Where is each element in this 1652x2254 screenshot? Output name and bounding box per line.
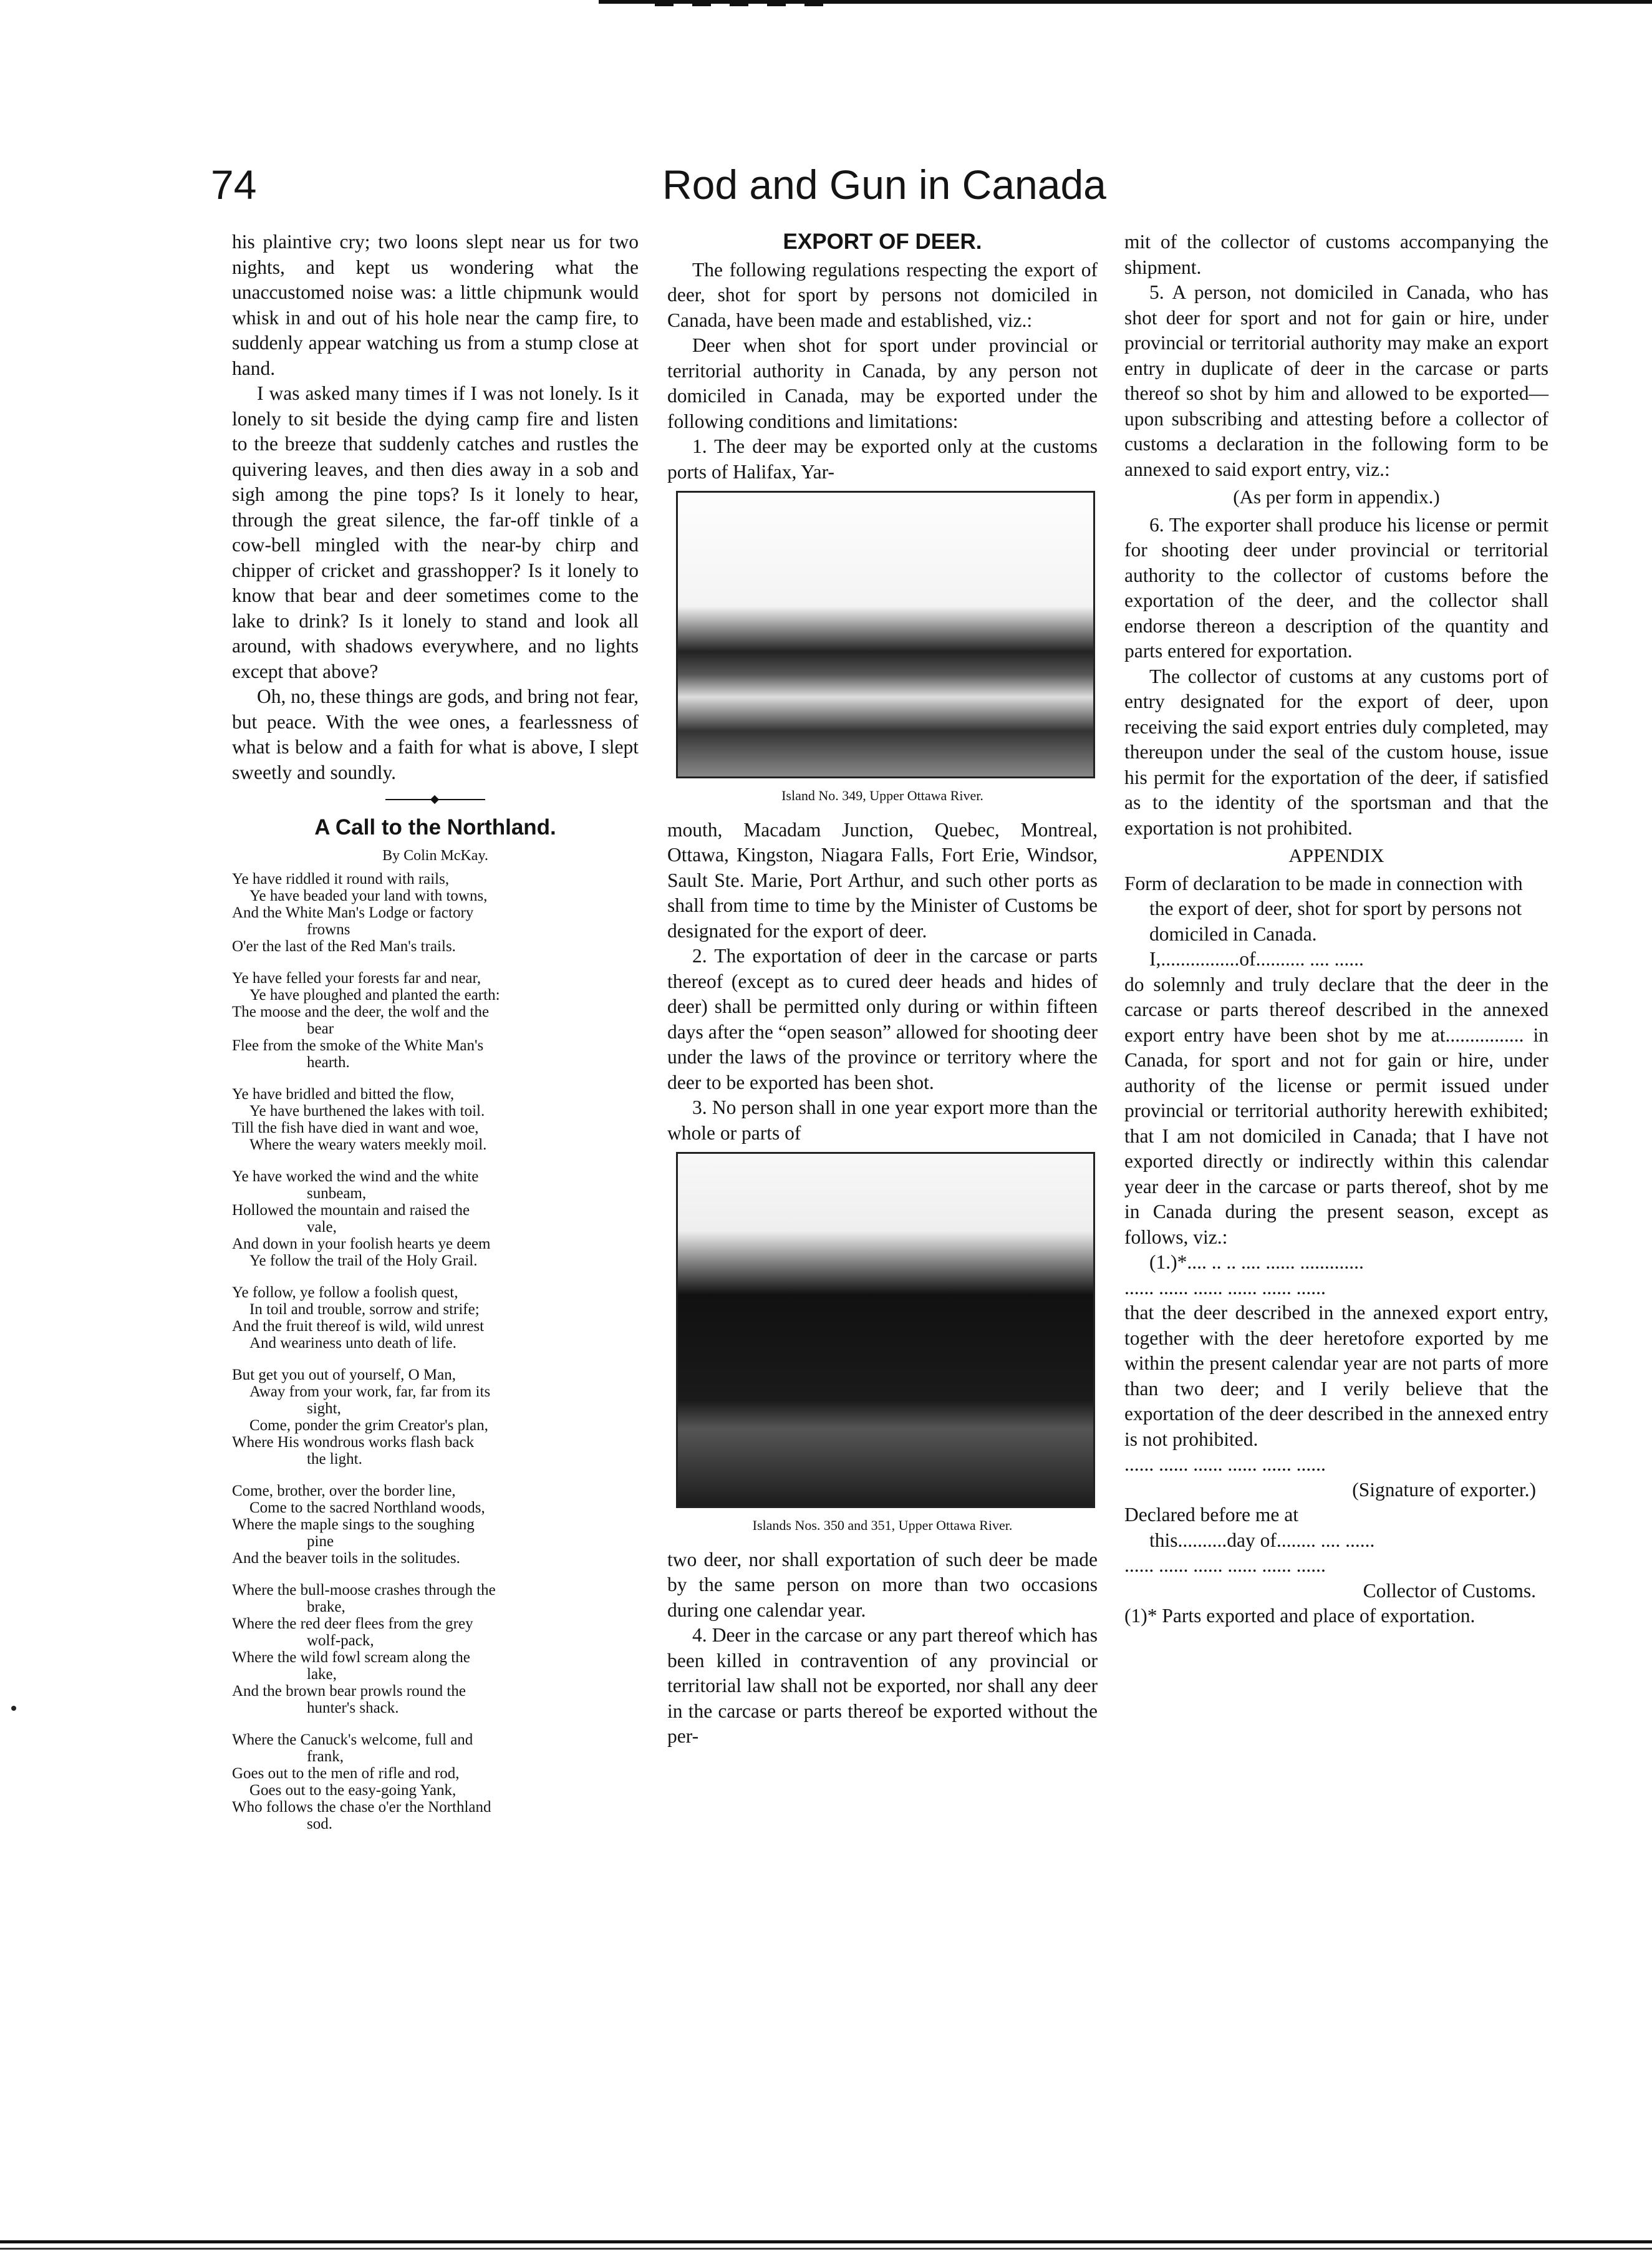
poem-line: Ye follow, ye follow a foolish quest, bbox=[232, 1284, 458, 1301]
form-line: ...... ...... ...... ...... ...... ...... bbox=[1124, 1453, 1326, 1475]
poem-line: pine bbox=[307, 1533, 334, 1550]
poem-line: Hollowed the mountain and raised the bbox=[232, 1202, 470, 1219]
poem-line: Ye follow the trail of the Holy Grail. bbox=[249, 1252, 478, 1269]
poem-line: Ye have worked the wind and the white bbox=[232, 1168, 479, 1185]
poem-title: A Call to the Northland. bbox=[314, 815, 556, 839]
photo-island-349 bbox=[676, 491, 1095, 778]
form-line: this..........day of........ .... ...... bbox=[1149, 1529, 1375, 1551]
poem-line: frowns bbox=[307, 921, 350, 938]
paragraph: I was asked many times if I was not lonely. Is it lonely to sit beside the dying camp fire and listen to the breeze that suddenly catches and rustles the quivering leaves, and then dies away in a sob and sigh among the pine tops? Is it lonely to hear, through the great silence, the far-off tinkle of a cow-bell mingled with the near-by chirp and chipper of cricket and grasshopper? Is it lonely to know that bear and deer sometimes come to the lake to drink? Is it lonely to stand and look all around, with shadows everywhere, and no lights except that above? bbox=[232, 382, 639, 682]
form-line: Declared before me at bbox=[1124, 1504, 1298, 1526]
page-number: 74 bbox=[211, 162, 257, 208]
poem-stanza bbox=[232, 1086, 639, 1153]
form-intro: Form of declaration to be made in connection with the export of deer, shot for sport by persons not domiciled in Canada. bbox=[1124, 872, 1523, 945]
poem-line: And weariness unto death of life. bbox=[249, 1335, 456, 1352]
poem-line: vale, bbox=[307, 1219, 337, 1236]
bottom-border-rule bbox=[0, 2248, 1652, 2250]
poem-line: the light. bbox=[307, 1451, 362, 1468]
poem-line: sight, bbox=[307, 1400, 341, 1417]
poem-line: The moose and the deer, the wolf and the bbox=[232, 1004, 490, 1020]
column-2 bbox=[667, 230, 1098, 1749]
photo-caption: Island No. 349, Upper Ottawa River. bbox=[781, 788, 983, 803]
poem-line: And the White Man's Lodge or factory bbox=[232, 904, 474, 921]
photo-caption: Islands Nos. 350 and 351, Upper Ottawa River. bbox=[752, 1517, 1013, 1533]
poem-line: sunbeam, bbox=[307, 1185, 367, 1202]
poem-line: Ye have ploughed and planted the earth: bbox=[249, 987, 500, 1004]
poem-line: Who follows the chase o'er the Northland bbox=[232, 1799, 491, 1816]
poem-line: Come to the sacred Northland woods, bbox=[249, 1499, 485, 1516]
form-line: ...... ...... ...... ...... ...... ...... bbox=[1124, 1276, 1326, 1299]
collector-label: Collector of Customs. bbox=[1363, 1579, 1536, 1602]
form-body: that the deer described in the annexed export entry, together with the deer heretofore exported by me within the present calendar year are not parts of more than two deer; and I verily believe that the exportation of the deer described in the annexed entry is not prohibited. bbox=[1124, 1302, 1548, 1450]
poem-line: In toil and trouble, sorrow and strife; bbox=[249, 1301, 480, 1318]
form-line: ...... ...... ...... ...... ...... ...... bbox=[1124, 1554, 1326, 1576]
poem-line: And the brown bear prowls round the bbox=[232, 1683, 466, 1700]
appendix-title: APPENDIX bbox=[1288, 844, 1384, 866]
photo-islands-350-351 bbox=[676, 1152, 1095, 1508]
regulation-item-5: 5. A person, not domiciled in Canada, who has shot deer for sport and not for gain or hire, under provincial or territorial authority may make an export entry in duplicate of deer in the carcase or parts thereof so shot by him and allowed to be exported—upon subscribing and attesting before a collector of customs a declaration in the following form to be annexed to said export entry, viz.: bbox=[1124, 281, 1548, 480]
poem-byline: By Colin McKay. bbox=[382, 847, 488, 864]
poem-stanza bbox=[232, 1582, 639, 1716]
poem-line: Flee from the smoke of the White Man's bbox=[232, 1037, 484, 1054]
poem-line: Away from your work, far, far from its bbox=[249, 1383, 491, 1400]
running-title: Rod and Gun in Canada bbox=[662, 162, 1106, 208]
poem-line: Ye have riddled it round with rails, bbox=[232, 871, 450, 888]
poem-stanza bbox=[232, 1366, 639, 1468]
top-border-marks bbox=[655, 0, 842, 6]
poem-stanza bbox=[232, 1731, 639, 1832]
paragraph: The following regulations respecting the export of deer, shot for sport by persons not domiciled in Canada, have been made and established, viz.: bbox=[667, 258, 1098, 331]
section-divider bbox=[385, 799, 485, 800]
poem-line: Goes out to the men of rifle and rod, bbox=[232, 1765, 460, 1782]
poem-line: lake, bbox=[307, 1666, 337, 1683]
poem-line: Goes out to the easy-going Yank, bbox=[249, 1782, 456, 1799]
poem-line: brake, bbox=[307, 1599, 345, 1615]
poem-line: Ye have burthened the lakes with toil. bbox=[249, 1103, 485, 1120]
regulation-item-3: 3. No person shall in one year export more than the whole or parts of bbox=[667, 1096, 1098, 1144]
poem-line: sod. bbox=[307, 1816, 332, 1832]
paragraph: Deer when shot for sport under provincial or territorial authority in Canada, by any person not domiciled in Canada, may be exported under the following conditions and limitations: bbox=[667, 334, 1098, 432]
poem-line: frank, bbox=[307, 1748, 344, 1765]
paragraph: Oh, no, these things are gods, and bring not fear, but peace. With the wee ones, a fearlessness of what is below and a faith for what is above, I slept sweetly and soundly. bbox=[232, 685, 639, 783]
signature-label: (Signature of exporter.) bbox=[1352, 1478, 1536, 1501]
regulation-item-4: 4. Deer in the carcase or any part thereof which has been killed in contravention of any provincial or territorial law shall not be exported, nor shall any deer in the carcase or parts thereof be exported without the per- bbox=[667, 1624, 1098, 1747]
poem-line: And down in your foolish hearts ye deem bbox=[232, 1236, 491, 1252]
poem-line: wolf-pack, bbox=[307, 1632, 374, 1649]
footnote: (1)* Parts exported and place of exportation. bbox=[1124, 1605, 1476, 1627]
paragraph: mouth, Macadam Junction, Quebec, Montreal, Ottawa, Kingston, Niagara Falls, Fort Erie, Windsor, Sault Ste. Marie, Port Arthur, and such other ports as shall from time to time by the Minister of Customs be designated for the export of deer. bbox=[667, 818, 1098, 942]
regulation-item-1: 1. The deer may be exported only at the customs ports of Halifax, Yar- bbox=[667, 435, 1098, 483]
poem-line: Where the wild fowl scream along the bbox=[232, 1649, 470, 1666]
poem-line: hearth. bbox=[307, 1054, 350, 1071]
poem-stanza bbox=[232, 970, 639, 1071]
paragraph: his plaintive cry; two loons slept near us for two nights, and kept us wondering what the unaccustomed noise was: a little chipmunk would whisk in and out of his hole near the camp fire, to suddenly appear watching us from a stump close at hand. bbox=[232, 231, 639, 379]
as-per-note: (As per form in appendix.) bbox=[1233, 486, 1440, 508]
poem-line: Where the Canuck's welcome, full and bbox=[232, 1731, 473, 1748]
form-body: do solemnly and truly declare that the deer in the carcase or parts thereof described in the annexed export entry have been shot by me at................ in Canada, for sport and not for gain or hire, under authority of the license or permit issued under provincial or territorial authority herewith exhibited; that I am not domiciled in Canada; that I have not exported directly or indirectly within this calendar year deer in the carcase or parts thereof, shot by me in Canada during the present season, except as follows, viz.: bbox=[1124, 973, 1548, 1248]
poem-line: Ye have beaded your land with towns, bbox=[249, 888, 488, 904]
poem-line: And the fruit thereof is wild, wild unrest bbox=[232, 1318, 485, 1335]
poem-line: Where His wondrous works flash back bbox=[232, 1434, 475, 1451]
bottom-border-rule bbox=[0, 2240, 1652, 2243]
poem-line: O'er the last of the Red Man's trails. bbox=[232, 938, 456, 955]
article-title: EXPORT OF DEER. bbox=[783, 230, 982, 254]
regulation-item-2: 2. The exportation of deer in the carcase or parts thereof (except as to cured deer heads and hides of deer) shall be permitted only during or within fifteen days after the “open season” allowed for shooting deer under the laws of the province or territory where the deer to be exported has been shot. bbox=[667, 945, 1098, 1093]
poem-line: Come, brother, over the border line, bbox=[232, 1483, 456, 1499]
poem-stanza bbox=[232, 1168, 639, 1269]
regulation-item-6: 6. The exporter shall produce his license or permit for shooting deer under provincial or territorial authority to the collector of customs before the exportation of the deer, and the collector shall endorse thereon a description of the quantity and parts entered for exportation. bbox=[1124, 513, 1548, 662]
poem-stanza bbox=[232, 1284, 639, 1352]
poem-line: hunter's shack. bbox=[307, 1700, 399, 1716]
margin-speck bbox=[11, 1706, 16, 1711]
paragraph: two deer, nor shall exportation of such deer be made by the same person on more than two occasions during one calendar year. bbox=[667, 1548, 1098, 1621]
paragraph: The collector of customs at any customs port of entry designated for the export of deer, upon receiving the said export entries duly completed, may thereupon under the seal of the custom house, issue his permit for the exportation of the deer, if satisfied as to the identity of the sportsman and that the exportation is not prohibited. bbox=[1124, 665, 1548, 839]
column-3 bbox=[1124, 230, 1548, 1629]
poem-stanza bbox=[232, 1483, 639, 1567]
poem-line: And the beaver toils in the solitudes. bbox=[232, 1550, 460, 1567]
poem-line: But get you out of yourself, O Man, bbox=[232, 1366, 456, 1383]
poem-stanza bbox=[232, 871, 639, 955]
poem-line: Come, ponder the grim Creator's plan, bbox=[249, 1417, 488, 1434]
paragraph: mit of the collector of customs accompanying the shipment. bbox=[1124, 231, 1548, 278]
column-1 bbox=[232, 230, 639, 1847]
form-line: (1.)*.... .. .. .... ...... ............. bbox=[1149, 1251, 1364, 1273]
poem-line: Ye have bridled and bitted the flow, bbox=[232, 1086, 455, 1103]
poem bbox=[232, 871, 639, 1832]
poem-line: bear bbox=[307, 1020, 334, 1037]
poem-line: Where the bull-moose crashes through the bbox=[232, 1582, 496, 1599]
poem-line: Ye have felled your forests far and near, bbox=[232, 970, 481, 987]
poem-line: Where the red deer flees from the grey bbox=[232, 1615, 473, 1632]
form-line: I,................of.......... .... ...... bbox=[1149, 948, 1364, 970]
poem-line: Where the weary waters meekly moil. bbox=[249, 1136, 487, 1153]
poem-line: Till the fish have died in want and woe, bbox=[232, 1120, 479, 1136]
poem-line: Where the maple sings to the soughing bbox=[232, 1516, 475, 1533]
